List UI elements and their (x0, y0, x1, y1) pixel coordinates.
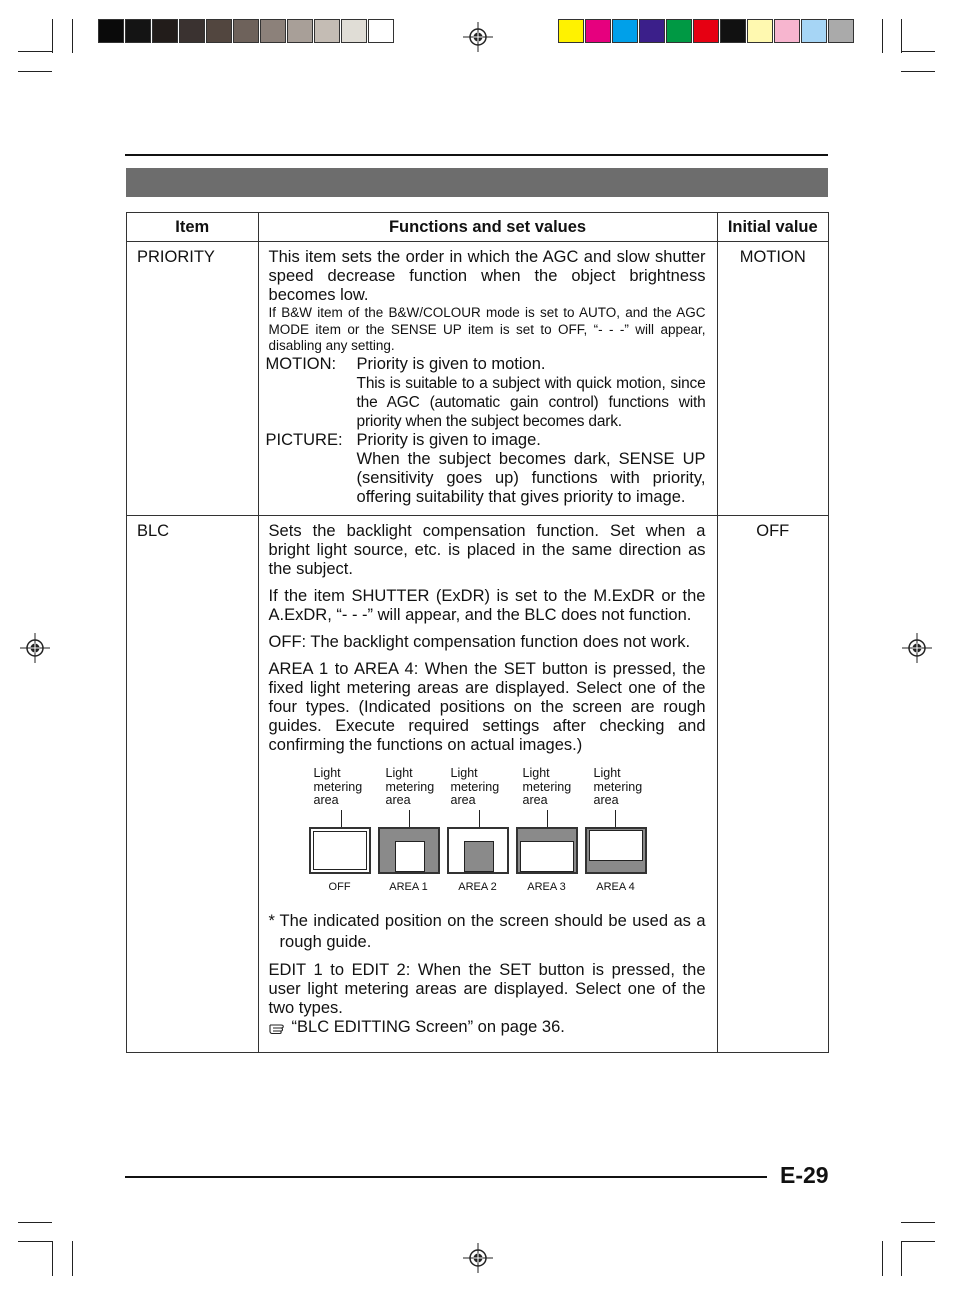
crop-mark (52, 19, 53, 53)
column-header-initial: Initial value (717, 213, 829, 242)
crop-mark (901, 1241, 935, 1242)
color-swatch (585, 19, 611, 43)
color-swatch (152, 19, 178, 43)
motion-text: Priority is given to motion. (356, 354, 546, 373)
color-swatch (233, 19, 259, 43)
crop-mark (901, 51, 935, 52)
crop-mark (72, 19, 73, 53)
color-swatch (612, 19, 638, 43)
crop-mark (882, 19, 883, 53)
diagram-label: Light metering area (385, 766, 435, 807)
crop-mark (18, 1241, 52, 1242)
crop-mark (882, 1241, 883, 1276)
crop-mark (18, 71, 52, 72)
color-swatch (314, 19, 340, 43)
functions-blc (258, 516, 717, 1053)
table-row-blc (127, 516, 829, 1053)
metering-area (464, 841, 494, 872)
priority-picture-option (265, 430, 706, 507)
picture-detail: When the subject becomes dark, SENSE UP (sensitivity goes up) functions with priority, offering suitability that gives priority to image. (356, 449, 706, 506)
area-3-screen (516, 827, 578, 874)
motion-label: MOTION: (265, 354, 337, 373)
registration-mark-icon (902, 633, 932, 663)
metering-area (313, 831, 367, 870)
color-swatch (747, 19, 773, 43)
area-off-screen (309, 827, 371, 874)
blc-p1: Sets the backlight compensation function. Set when a bright light source, etc. is placed in the same direction as the subject. (268, 522, 706, 578)
column-header-item: Item (127, 213, 259, 242)
diagram-label: Light metering area (522, 766, 572, 807)
color-swatch (287, 19, 313, 43)
header-rule (125, 154, 828, 156)
column-header-functions: Functions and set values (258, 213, 717, 242)
color-swatch (828, 19, 854, 43)
priority-note: If B&W item of the B&W/COLOUR mode is set to AUTO, and the AGC MODE item or the SENSE UP item is set to OFF, “- - -” will appear, disabling any setting. (268, 305, 706, 353)
crop-mark (72, 1241, 73, 1276)
crop-mark (18, 51, 52, 52)
blc-p3: OFF: The backlight compensation function does not work. (268, 633, 691, 651)
diagram-caption: AREA 2 (458, 881, 497, 893)
light-metering-diagram (269, 765, 706, 905)
crop-mark (52, 1241, 53, 1276)
diagram-label: Light metering area (450, 766, 500, 807)
diagram-label: Light metering area (313, 766, 363, 807)
initial-value-blc: OFF (717, 516, 829, 1053)
color-swatch (693, 19, 719, 43)
color-swatch (801, 19, 827, 43)
color-swatch (341, 19, 367, 43)
table-row-priority (127, 242, 829, 516)
color-swatch (558, 19, 584, 43)
metering-area (589, 830, 643, 861)
footer-rule (125, 1176, 767, 1178)
metering-area (395, 841, 425, 872)
crop-mark (901, 1241, 902, 1276)
reference-text: “BLC EDITTING Screen” on page 36. (291, 1018, 565, 1036)
color-swatch (639, 19, 665, 43)
priority-intro: This item sets the order in which the AGC and slow shutter speed decrease function when the object brightness becomes low. (268, 248, 706, 304)
crop-mark (901, 19, 902, 53)
footnote-text: The indicated position on the screen should be used as a rough guide. (279, 912, 706, 951)
footnote-mark: * (268, 912, 275, 930)
color-swatch (260, 19, 286, 43)
diagram-caption: OFF (328, 881, 351, 893)
pointing-hand-icon (269, 1021, 289, 1035)
picture-text: Priority is given to image. (356, 430, 541, 449)
registration-mark-icon (463, 22, 493, 52)
blc-footnote (269, 911, 706, 953)
crop-mark (901, 1222, 935, 1223)
color-swatch (98, 19, 124, 43)
blc-p5: EDIT 1 to EDIT 2: When the SET button is pressed, the user light metering areas are displayed. Select one of the two types. (268, 961, 706, 1017)
section-title-band (126, 168, 828, 197)
item-name-priority: PRIORITY (127, 242, 259, 516)
priority-motion-option (265, 354, 706, 431)
blc-p2: If the item SHUTTER (ExDR) is set to the M.ExDR or the A.ExDR, “- - -” will appear, and the BLC does not function. (268, 587, 706, 624)
diagram-label: Light metering area (593, 766, 643, 807)
color-swatch (179, 19, 205, 43)
area-2-screen (447, 827, 509, 874)
area-4-screen (585, 827, 647, 874)
diagram-caption: AREA 4 (596, 881, 635, 893)
diagram-caption: AREA 1 (389, 881, 428, 893)
registration-mark-icon (20, 633, 50, 663)
color-swatch (666, 19, 692, 43)
crop-mark (901, 71, 935, 72)
page-number: E-29 (780, 1162, 829, 1188)
color-swatch (774, 19, 800, 43)
area-1-screen (378, 827, 440, 874)
table-header-row (127, 213, 829, 242)
crop-mark (18, 1222, 52, 1223)
picture-label: PICTURE: (265, 430, 343, 449)
motion-detail: This is suitable to a subject with quick motion, since the AGC (automatic gain control) functions with priority when the subject becomes dark. (356, 374, 706, 430)
metering-area (520, 841, 574, 872)
settings-table (126, 212, 829, 1053)
color-swatch (720, 19, 746, 43)
color-swatch (125, 19, 151, 43)
blc-reference[interactable] (269, 1018, 706, 1037)
functions-priority (258, 242, 717, 516)
blc-p4: AREA 1 to AREA 4: When the SET button is pressed, the fixed light metering areas are displayed. Select one of the four types. (Indicated positions on the screen are rough guides. Execute required settings after checking and confirming the functions on actual images.) (268, 660, 706, 754)
color-swatch (368, 19, 394, 43)
color-swatch (206, 19, 232, 43)
item-name-blc: BLC (127, 516, 259, 1053)
initial-value-priority: MOTION (717, 242, 829, 516)
diagram-caption: AREA 3 (527, 881, 566, 893)
registration-mark-icon (463, 1243, 493, 1273)
